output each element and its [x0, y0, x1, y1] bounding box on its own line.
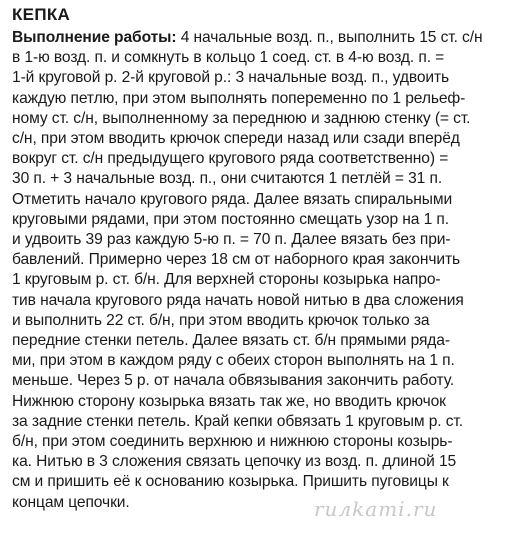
text-line: концам цепочки. [12, 493, 130, 511]
text-line: вокруг ст. с/н предыдущего кругового ряда соответственно) = [12, 150, 449, 168]
text-line: передние стенки петель. Далее вязать ст. б/н прямыми рядa- [12, 332, 450, 350]
text-line: с/н, при этом вводить крючок спереди назад или сзади вперёд [12, 130, 460, 148]
section-title: КЕПКА [12, 5, 71, 24]
text-line: Нижнюю сторону козырька вязать так же, но вводить крючок [12, 392, 446, 410]
text-line: 1 круговым р. ст. б/н. Для верхней стороны козырька напро- [12, 271, 441, 289]
text-line: б/н, при этом соединить верхнюю и нижнюю стороны козырь- [12, 433, 453, 451]
instructions-body [12, 28, 502, 513]
text-line: ка. Нитью в 3 сложения связать цепочку из возд. п. длиной 15 [12, 453, 457, 471]
text-line: 30 п. + 3 начальные возд. п., они считаются 1 петлёй = 31 п. [12, 170, 443, 188]
text-line: меньше. Через 5 р. от начала обвязывания закончить работу. [12, 372, 455, 390]
text-line: Отметить начало кругового ряда. Далее вязать спиральными [12, 190, 453, 208]
instructions-document [12, 4, 502, 513]
text-line: каждую петлю, при этом выполнять попеременно по 1 рельеф- [12, 89, 466, 107]
text-line: и выполнить 22 ст. б/н, при этом вводить крючок только за [12, 311, 430, 329]
text-line: тив начала кругового ряда начать новой нитью в два сложения [12, 291, 464, 309]
text-line: см и пришить её к основанию козырька. Пришить пуговицы к [12, 473, 449, 491]
text-line: за задние стенки петель. Край кепки обвязать 1 круговым р. ст. [12, 412, 463, 430]
text-line: в 1-ю возд. п. и сомкнуть в кольцо 1 соед. ст. в 4-ю возд. п. = [12, 49, 445, 67]
text-line [12, 28, 502, 48]
text-line: бавлений. Примерно через 18 см от наборного края закончить [12, 251, 461, 269]
text-line: 1-й круговой р. 2-й круговой р.: 3 начальные возд. п., удвоить [12, 69, 450, 87]
text-line: и удвоить 39 раз каждую 5-ю п. = 70 п. Далее вязать без при- [12, 231, 451, 249]
site-watermark: ruлkami.ru [314, 497, 438, 521]
text-line: ми, при этом в каждом ряду с обеих сторон выполнять на 1 п. [12, 352, 455, 370]
text-line-content: 4 начальные возд. п., выполнить 15 ст. с/н [176, 29, 483, 46]
text-line: ному ст. с/н, выполненному за переднюю и заднюю стенку (= ст. [12, 109, 471, 127]
text-line: круговыми рядами, при этом постоянно смещать узор на 1 п. [12, 210, 449, 228]
lead-label: Выполнение работы: [12, 29, 177, 46]
